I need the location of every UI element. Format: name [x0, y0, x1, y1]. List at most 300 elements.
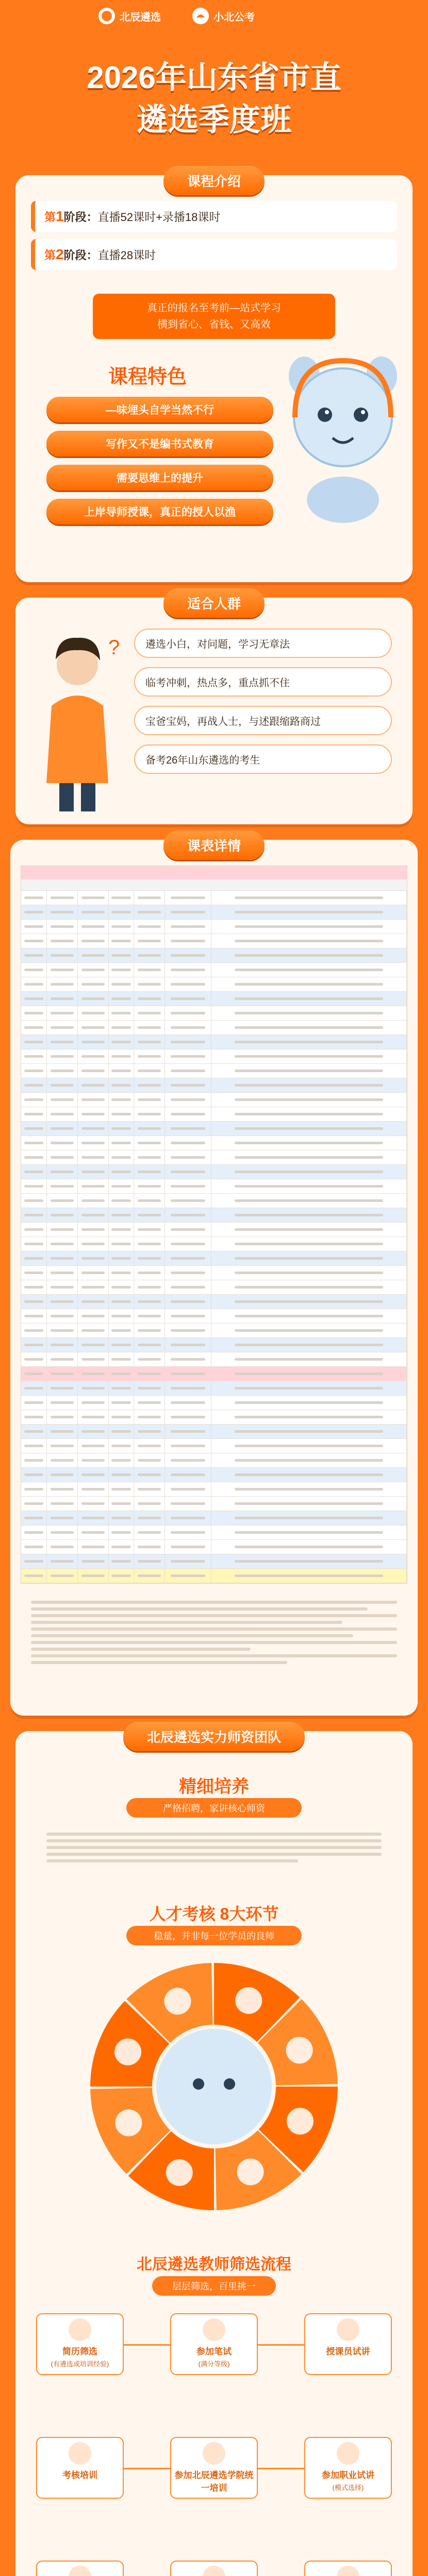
table-cell — [165, 1021, 211, 1035]
table-cell — [134, 1078, 165, 1092]
flow-step-icon — [69, 2318, 91, 2341]
table-cell — [211, 1468, 407, 1482]
table-cell — [109, 934, 135, 948]
table-cell — [211, 1439, 407, 1453]
table-cell — [134, 1237, 165, 1251]
table-cell — [47, 1295, 78, 1309]
feature-list — [46, 397, 273, 524]
mascot-eye — [193, 2078, 204, 2090]
table-cell — [47, 1093, 78, 1107]
table-cell — [211, 1482, 407, 1496]
table-row — [21, 1526, 407, 1540]
table-cell — [109, 1526, 135, 1539]
audience-item: 临考冲刺，热点多，重点抓不住 — [134, 667, 392, 697]
table-cell — [134, 1309, 165, 1323]
table-cell — [109, 1179, 135, 1193]
stage-2-text: 直播28课时 — [97, 249, 156, 262]
table-cell — [109, 1367, 135, 1381]
stage-2-label: 阶段： — [63, 249, 98, 262]
table-cell — [21, 1150, 47, 1164]
table-cell — [78, 1194, 109, 1208]
flow-diagram — [15, 2303, 413, 2576]
table-cell — [78, 1064, 109, 1078]
flow-step-title: 参加职业试讲 — [322, 2470, 374, 2480]
table-cell — [211, 1136, 407, 1150]
table-cell — [211, 963, 407, 977]
table-cell — [165, 977, 211, 991]
table-cell — [134, 1410, 165, 1424]
table-cell — [211, 1223, 407, 1236]
feature-item: 需要思维上的提升 — [46, 465, 273, 490]
table-cell — [21, 1136, 47, 1150]
table-cell — [109, 1439, 135, 1453]
table-cell — [21, 1367, 47, 1381]
table-cell — [134, 1251, 165, 1265]
brand-badge-icon — [98, 7, 116, 25]
table-row — [21, 1006, 407, 1021]
table-cell — [21, 1554, 47, 1568]
mascot-illustration — [284, 330, 402, 526]
table-cell — [78, 1324, 109, 1337]
table-cell — [211, 1324, 407, 1337]
table-cell — [134, 1021, 165, 1035]
table-cell — [134, 891, 165, 905]
table-row — [21, 1208, 407, 1223]
table-cell — [78, 1396, 109, 1410]
table-cell — [21, 1439, 47, 1453]
table-row — [21, 1237, 407, 1251]
table-cell — [21, 1425, 47, 1438]
table-cell — [78, 1021, 109, 1035]
eight-title: 人才考核 8大环节 — [149, 1905, 279, 1923]
flow-step-icon — [69, 2442, 91, 2465]
table-cell — [211, 1049, 407, 1063]
table-cell — [21, 1453, 47, 1467]
flow-step — [170, 2313, 258, 2375]
table-row — [21, 1309, 407, 1324]
slogan-line-2: 横到省心、省钱、又高效 — [157, 319, 271, 330]
table-cell — [109, 1338, 135, 1352]
fine-sub: 严格招聘，家讲核心师资 — [126, 1798, 302, 1818]
table-cell — [47, 948, 78, 962]
table-cell — [47, 1511, 78, 1525]
stage-2 — [31, 239, 397, 270]
table-row — [21, 934, 407, 948]
table-cell — [78, 1150, 109, 1164]
audience-header: 适合人群 — [163, 588, 265, 618]
flow-step-icon — [337, 2318, 359, 2341]
table-cell — [21, 1482, 47, 1496]
table-cell — [21, 1468, 47, 1482]
table-row — [21, 1396, 407, 1410]
table-cell — [109, 1511, 135, 1525]
table-cell — [165, 992, 211, 1006]
table-cell — [165, 1554, 211, 1568]
table-cell — [47, 977, 78, 991]
table-cell — [134, 1540, 165, 1554]
table-cell — [47, 1439, 78, 1453]
table-cell — [134, 1324, 165, 1337]
table-cell — [21, 1107, 47, 1121]
table-cell — [134, 1482, 165, 1496]
table-cell — [21, 1410, 47, 1424]
table-cell — [47, 1367, 78, 1381]
stage-1-num: 1 — [56, 208, 64, 224]
table-cell — [21, 1122, 47, 1136]
table-cell — [78, 1006, 109, 1020]
table-cell — [21, 963, 47, 977]
table-cell — [21, 891, 47, 905]
table-cell — [21, 1381, 47, 1395]
table-cell — [47, 1179, 78, 1193]
stage-banner — [21, 866, 407, 879]
table-cell — [134, 1367, 165, 1381]
table-cell — [211, 1352, 407, 1366]
table-cell — [134, 1338, 165, 1352]
table-cell — [47, 1208, 78, 1222]
table-cell — [78, 1237, 109, 1251]
table-cell — [21, 1021, 47, 1035]
flow-step-note: (模式选择) — [332, 2484, 364, 2492]
table-row — [21, 1093, 407, 1107]
table-cell — [47, 920, 78, 934]
table-cell — [21, 1223, 47, 1236]
table-row — [21, 963, 407, 977]
table-cell — [47, 1482, 78, 1496]
table-cell — [21, 934, 47, 948]
table-cell — [21, 1309, 47, 1323]
table-cell — [78, 1035, 109, 1049]
table-cell — [78, 1453, 109, 1467]
stage-list — [31, 201, 397, 270]
table-row — [21, 891, 407, 905]
flow-step-icon — [203, 2566, 225, 2576]
table-cell — [78, 1497, 109, 1511]
table-cell — [78, 920, 109, 934]
table-cell — [134, 1526, 165, 1539]
table-cell — [78, 1122, 109, 1136]
table-cell — [78, 1251, 109, 1265]
table-cell — [134, 1468, 165, 1482]
table-cell — [47, 891, 78, 905]
table-cell — [78, 1136, 109, 1150]
table-cell — [211, 1396, 407, 1410]
flow-arrow — [258, 2344, 304, 2346]
table-cell — [21, 1078, 47, 1092]
table-row — [21, 1439, 407, 1453]
table-cell — [21, 977, 47, 991]
table-cell — [165, 1482, 211, 1496]
table-cell — [134, 1497, 165, 1511]
table-cell — [78, 1425, 109, 1438]
flow-pill: 层层筛选，百里挑一 — [152, 2276, 276, 2296]
svg-text:?: ? — [108, 636, 120, 659]
table-row — [21, 977, 407, 992]
flow-step-title: 考核培训 — [62, 2470, 97, 2480]
table-cell — [165, 1497, 211, 1511]
table-cell — [211, 1266, 407, 1280]
table-cell — [21, 1179, 47, 1193]
flow-arrow — [258, 2468, 304, 2469]
table-cell — [165, 1064, 211, 1078]
table-row — [21, 1280, 407, 1295]
table-cell — [165, 1251, 211, 1265]
table-cell — [134, 948, 165, 962]
table-cell — [47, 1049, 78, 1063]
brand-left-text: 北辰遴选 — [120, 11, 161, 23]
table-cell — [211, 934, 407, 948]
table-cell — [21, 1165, 47, 1179]
table-cell — [109, 1381, 135, 1395]
table-cell — [165, 920, 211, 934]
table-cell — [21, 1006, 47, 1020]
table-cell — [47, 1453, 78, 1467]
flow-step-icon — [337, 2566, 359, 2576]
table-cell — [134, 1064, 165, 1078]
slogan-line-1: 真正的报名至考前—站式学习 — [147, 302, 281, 314]
fine-paragraph — [46, 1829, 382, 1866]
table-cell — [109, 1078, 135, 1092]
stage-1-label: 阶段： — [63, 211, 98, 224]
table-cell — [165, 1049, 211, 1063]
table-cell — [211, 1425, 407, 1438]
table-cell — [211, 1410, 407, 1424]
table-cell — [21, 992, 47, 1006]
flow-step-note: (满分等级) — [198, 2360, 230, 2368]
table-cell — [109, 1122, 135, 1136]
table-cell — [78, 1295, 109, 1309]
table-cell — [165, 1179, 211, 1193]
table-cell — [211, 1078, 407, 1092]
table-cell — [211, 1194, 407, 1208]
table-cell — [134, 992, 165, 1006]
table-cell — [47, 1237, 78, 1251]
table-row — [21, 1251, 407, 1266]
table-cell — [21, 1194, 47, 1208]
table-cell — [211, 1309, 407, 1323]
table-cell — [134, 1194, 165, 1208]
table-cell — [165, 891, 211, 905]
table-cell — [78, 1280, 109, 1294]
segment-icon — [114, 2039, 141, 2065]
table-body — [21, 891, 407, 1583]
flow-step-title: 简历筛选 — [62, 2347, 97, 2357]
table-cell — [134, 1049, 165, 1063]
table-cell — [211, 1179, 407, 1193]
table-cell — [165, 1381, 211, 1395]
table-cell — [78, 948, 109, 962]
table-row — [21, 1179, 407, 1194]
flow-arrow — [124, 2468, 170, 2469]
table-cell — [109, 948, 135, 962]
table-cell — [47, 1136, 78, 1150]
table-cell — [78, 992, 109, 1006]
table-cell — [165, 1093, 211, 1107]
table-cell — [21, 1251, 47, 1265]
table-row — [21, 1223, 407, 1237]
table-cell — [47, 963, 78, 977]
table-cell — [78, 934, 109, 948]
table-row — [21, 1064, 407, 1078]
table-cell — [211, 1526, 407, 1539]
table-cell — [165, 1280, 211, 1294]
table-cell — [109, 1309, 135, 1323]
table-cell — [165, 1309, 211, 1323]
table-cell — [165, 1410, 211, 1424]
table-cell — [211, 1237, 407, 1251]
table-cell — [47, 1266, 78, 1280]
table-cell — [211, 1554, 407, 1568]
flow-step — [36, 2313, 124, 2375]
table-cell — [211, 1035, 407, 1049]
table-cell — [211, 1208, 407, 1222]
table-cell — [47, 1540, 78, 1554]
table-row — [21, 1381, 407, 1396]
table-cell — [47, 1338, 78, 1352]
table-row — [21, 1367, 407, 1381]
table-cell — [134, 1122, 165, 1136]
schedule-notes — [31, 1597, 397, 1668]
table-cell — [78, 1208, 109, 1222]
segment-icon — [235, 1987, 262, 2014]
table-cell — [109, 920, 135, 934]
brand-logo-right — [192, 7, 255, 25]
hero — [0, 0, 428, 170]
table-cell — [165, 1468, 211, 1482]
flow-step — [304, 2561, 392, 2576]
table-row — [21, 1150, 407, 1165]
table-cell — [134, 1006, 165, 1020]
table-cell — [47, 1396, 78, 1410]
table-cell — [78, 1338, 109, 1352]
table-cell — [211, 1511, 407, 1525]
segment-icon — [286, 2037, 313, 2063]
table-cell — [109, 1425, 135, 1438]
table-row — [21, 1468, 407, 1482]
table-cell — [134, 1569, 165, 1583]
table-cell — [165, 1107, 211, 1121]
table-cell — [21, 1338, 47, 1352]
flow-step-icon — [337, 2442, 359, 2465]
table-cell — [109, 1266, 135, 1280]
table-cell — [109, 1540, 135, 1554]
table-cell — [21, 1352, 47, 1366]
table-subheader — [21, 879, 407, 891]
table-cell — [47, 934, 78, 948]
table-row — [21, 1554, 407, 1569]
page-title — [0, 57, 428, 141]
brand-logo-left — [98, 7, 161, 25]
table-cell — [78, 1309, 109, 1323]
table-cell — [109, 1208, 135, 1222]
table-cell — [21, 1497, 47, 1511]
table-cell — [109, 1194, 135, 1208]
table-cell — [47, 1569, 78, 1583]
table-cell — [109, 1280, 135, 1294]
table-cell — [211, 1497, 407, 1511]
table-cell — [47, 1526, 78, 1539]
table-cell — [47, 1280, 78, 1294]
table-cell — [109, 977, 135, 991]
table-cell — [165, 963, 211, 977]
table-cell — [78, 1078, 109, 1092]
table-cell — [21, 1569, 47, 1583]
table-cell — [47, 1035, 78, 1049]
table-row — [21, 1078, 407, 1093]
table-cell — [78, 1554, 109, 1568]
table-cell — [109, 1136, 135, 1150]
table-cell — [47, 992, 78, 1006]
flow-arrow — [124, 2344, 170, 2346]
table-cell — [47, 1554, 78, 1568]
fine-title: 精细培养 — [179, 1777, 249, 1797]
table-row — [21, 1540, 407, 1554]
table-cell — [165, 1223, 211, 1236]
table-cell — [211, 891, 407, 905]
title-line-1: 2026年山东省市直 — [87, 60, 341, 95]
table-cell — [134, 1381, 165, 1395]
stage-1-text: 直播52课时+录播18课时 — [97, 211, 221, 224]
table-cell — [47, 1122, 78, 1136]
table-cell — [47, 1324, 78, 1337]
table-row — [21, 1035, 407, 1049]
table-cell — [78, 905, 109, 919]
flow-step-title: 授课员试讲 — [326, 2347, 370, 2357]
audience-item: 宝爸宝妈，再战人士，与述跟缩路商过 — [134, 706, 392, 735]
table-cell — [211, 905, 407, 919]
table-cell — [47, 1352, 78, 1366]
table-cell — [134, 1208, 165, 1222]
table-cell — [211, 992, 407, 1006]
stage-1-prefix: 第 — [44, 211, 56, 224]
audience-list — [134, 629, 392, 774]
table-cell — [165, 1006, 211, 1020]
table-cell — [47, 1194, 78, 1208]
table-cell — [134, 934, 165, 948]
table-row — [21, 1021, 407, 1035]
table-cell — [165, 948, 211, 962]
table-cell — [109, 1021, 135, 1035]
table-cell — [211, 948, 407, 962]
table-cell — [134, 1136, 165, 1150]
table-cell — [109, 1295, 135, 1309]
table-cell — [47, 905, 78, 919]
table-cell — [21, 1511, 47, 1525]
table-cell — [165, 1352, 211, 1366]
table-cell — [78, 1482, 109, 1496]
table-row — [21, 1338, 407, 1352]
table-cell — [47, 1425, 78, 1438]
table-row — [21, 948, 407, 963]
woman-illustration — [31, 629, 124, 814]
table-cell — [109, 1107, 135, 1121]
table-row — [21, 1324, 407, 1338]
table-cell — [134, 1035, 165, 1049]
table-cell — [21, 1237, 47, 1251]
segment-icon — [237, 2159, 264, 2185]
table-cell — [21, 1035, 47, 1049]
table-cell — [109, 891, 135, 905]
table-cell — [109, 1006, 135, 1020]
flow-step-note: (有遴选或培训经验) — [51, 2360, 109, 2368]
table-cell — [109, 1150, 135, 1164]
flow-step — [170, 2561, 258, 2576]
table-cell — [21, 1540, 47, 1554]
table-cell — [47, 1468, 78, 1482]
table-cell — [109, 1410, 135, 1424]
table-cell — [109, 1569, 135, 1583]
table-cell — [211, 1569, 407, 1583]
